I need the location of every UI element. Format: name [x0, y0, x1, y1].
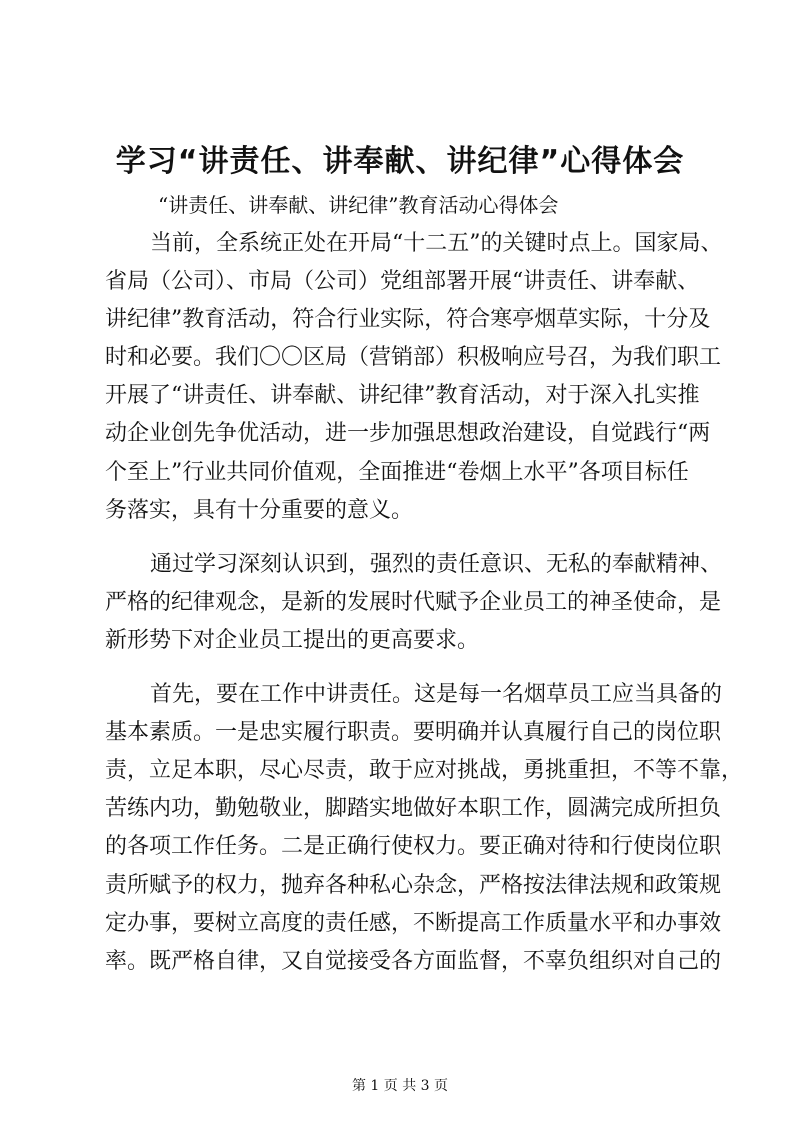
paragraph-line: 定办事，要树立高度的责任感，不断提高工作质量水平和办事效 [105, 910, 722, 936]
document-subtitle: “讲责任、讲奉献、讲纪律”教育活动心得体会 [158, 193, 559, 217]
paragraph-1 [105, 225, 723, 530]
paragraph-line: 个至上”行业共同价值观，全面推进“卷烟上水平”各项目标任 [105, 459, 689, 485]
paragraph-line: 责所赋予的权力，抛弃各种私心杂念，严格按法律法规和政策规 [105, 872, 722, 898]
paragraph-line: 责，立足本职，尽心尽责，敢于应对挑战，勇挑重担，不等不靠， [105, 758, 744, 784]
paragraph-line: 开展了“讲责任、讲奉献、讲纪律”教育活动，对于深入扎实推 [105, 383, 700, 409]
paragraph-line: 新形势下对企业员工提出的更高要求。 [105, 627, 480, 653]
paragraph-2 [105, 546, 723, 660]
paragraph-gap [105, 660, 705, 676]
paragraph-3 [105, 676, 744, 981]
document-body [105, 225, 744, 981]
paragraph-line: 的各项工作任务。二是正确行使权力。要正确对待和行使岗位职 [105, 834, 722, 860]
paragraph-gap [105, 530, 705, 546]
paragraph-line: 严格的纪律观念，是新的发展时代赋予企业员工的神圣使命，是 [105, 589, 722, 615]
page-footer: 第 1 页 共 3 页 [351, 1078, 449, 1094]
paragraph-line: 苦练内功，勤勉敬业，脚踏实地做好本职工作，圆满完成所担负 [105, 796, 722, 822]
paragraph-line: 讲纪律”教育活动，符合行业实际，符合寒亭烟草实际，十分及 [105, 307, 711, 333]
paragraph-line: 通过学习深刻认识到，强烈的责任意识、无私的奉献精神、 [150, 551, 723, 577]
document-title: 学习“讲责任、讲奉献、讲纪律”心得体会 [115, 144, 685, 179]
paragraph-line: 基本素质。一是忠实履行职责。要明确并认真履行自己的岗位职 [105, 720, 722, 746]
paragraph-line: 省局（公司）、市局（公司）党组部署开展“讲责任、讲奉献、 [105, 269, 700, 295]
paragraph-line: 当前，全系统正处在开局“十二五”的关键时点上。国家局、 [150, 231, 723, 256]
paragraph-line: 务落实，具有十分重要的意义。 [105, 497, 414, 523]
paragraph-line: 动企业创先争优活动，进一步加强思想政治建设，自觉践行“两 [105, 421, 711, 447]
paragraph-line: 率。既严格自律，又自觉接受各方面监督，不辜负组织对自己的 [105, 948, 722, 974]
paragraph-line: 时和必要。我们〇〇区局（营销部）积极响应号召，为我们职工 [105, 345, 722, 371]
paragraph-line: 首先，要在工作中讲责任。这是每一名烟草员工应当具备的 [150, 682, 723, 708]
